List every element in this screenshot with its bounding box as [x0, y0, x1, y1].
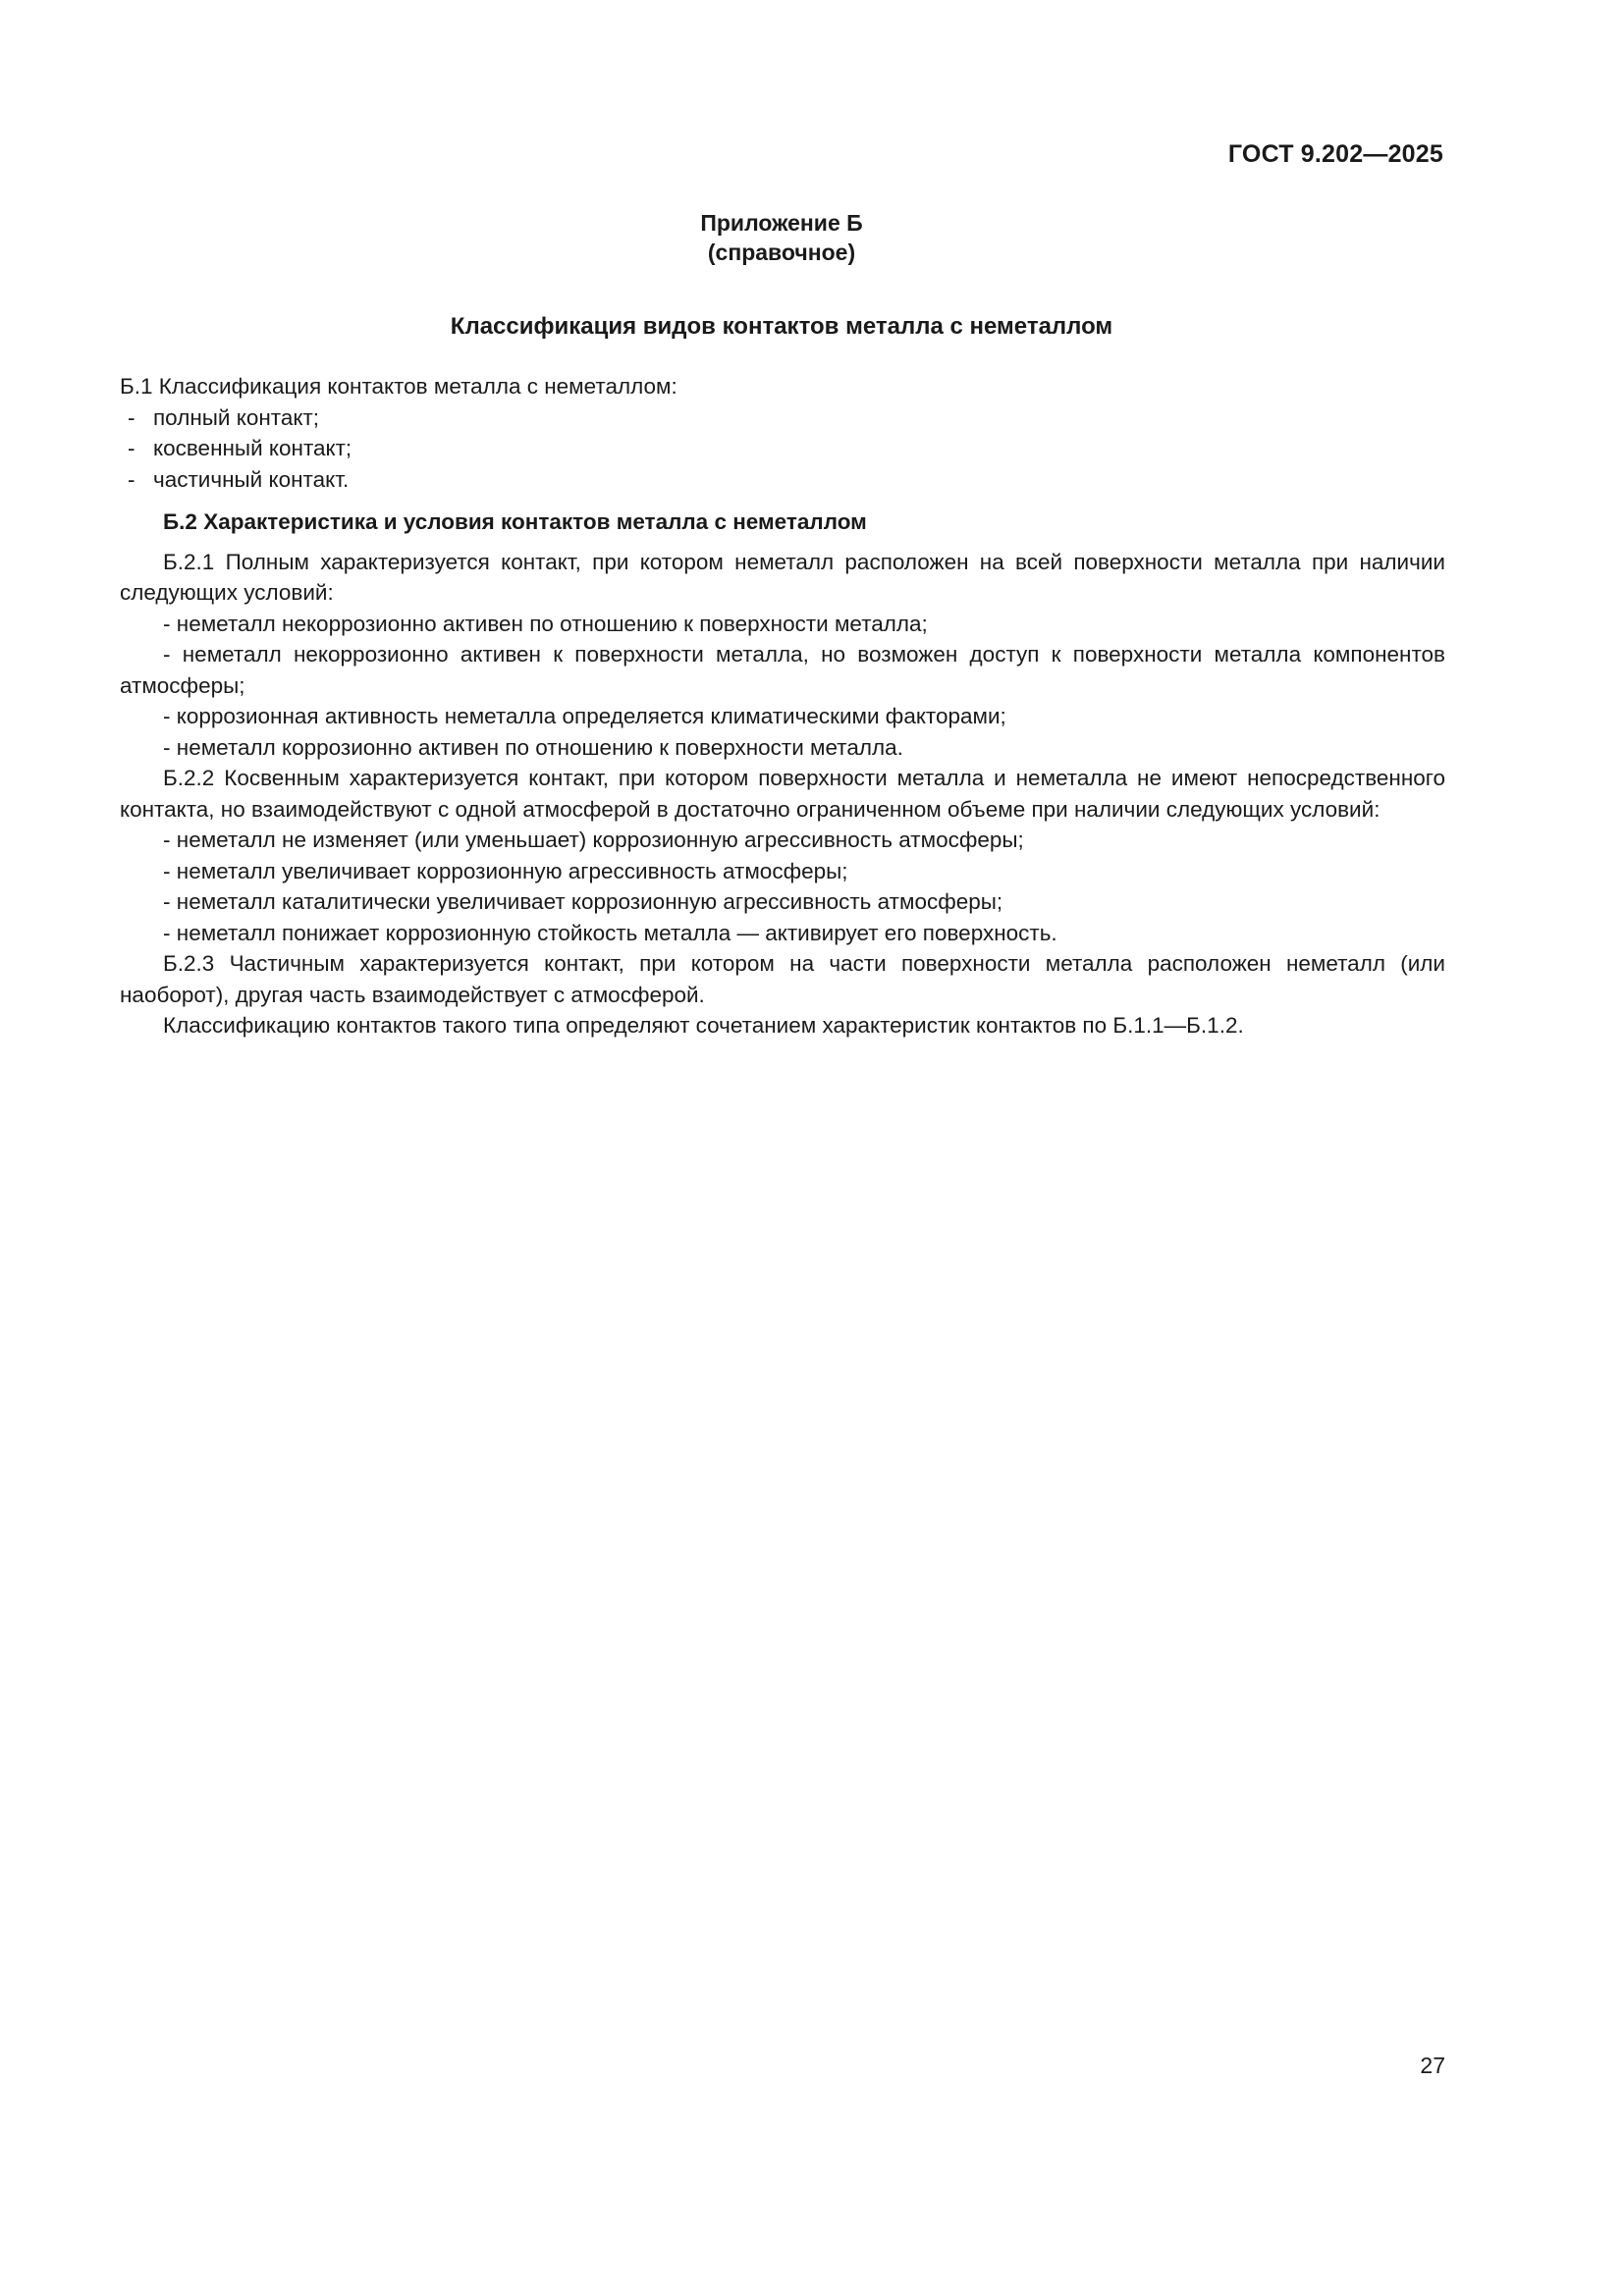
b2-heading: Б.2 Характеристика и условия контактов металла с неметаллом: [163, 509, 867, 534]
list-item-label: неметалл каталитически увеличивает коррозионную агрессивность атмосферы;: [176, 889, 1003, 914]
dash-marker-icon: -: [163, 858, 171, 883]
dash-marker-icon: -: [163, 642, 171, 667]
dash-marker-icon: -: [163, 734, 171, 760]
dash-marker-icon: -: [128, 436, 135, 460]
list-item-label: неметалл некоррозионно активен по отношению к поверхности металла;: [176, 611, 928, 636]
list-item: [128, 402, 1445, 434]
b1-list: [128, 402, 1445, 496]
list-item: [120, 732, 1445, 764]
dash-marker-icon: -: [128, 404, 135, 430]
b23-lead: Б.2.3 Частичным характеризуется контакт, при котором на части поверхности металла расположен неметалл (или наоборот), другая часть взаимодействует с атмосферой.: [120, 951, 1445, 1007]
list-item: [120, 825, 1445, 856]
list-item: [120, 856, 1445, 887]
annex-body: [120, 371, 1445, 1041]
list-item-label: неметалл понижает коррозионную стойкость металла — активирует его поверхность.: [176, 920, 1057, 945]
running-header: ГОСТ 9.202—2025: [1227, 140, 1443, 168]
annex-label: Приложение Б: [700, 210, 863, 236]
list-item: [120, 701, 1445, 732]
dash-marker-icon: -: [163, 920, 171, 945]
list-item: [120, 639, 1445, 701]
list-item-label: косвенный контакт;: [153, 436, 352, 460]
annex-title-block: [120, 208, 1443, 267]
list-item-label: частичный контакт.: [153, 466, 350, 492]
list-item: [128, 464, 1445, 496]
b21-lead: Б.2.1 Полным характеризуется контакт, при котором неметалл расположен на всей поверхности металла при наличии следующих условий:: [120, 549, 1445, 605]
b22-list: [120, 825, 1445, 948]
list-item: [120, 886, 1445, 918]
list-item-label: неметалл не изменяет (или уменьшает) коррозионную агрессивность атмосферы;: [176, 828, 1024, 852]
b1-lead: Б.1 Классификация контактов металла с неметаллом:: [120, 374, 677, 399]
dash-marker-icon: -: [163, 704, 171, 728]
b22-lead: Б.2.2 Косвенным характеризуется контакт, при котором поверхности металла и неметалла не имеют непосредственного контакта, но взаимодействуют с одной атмосферой в достаточно ограниченном объеме при наличии следующих условий:: [120, 766, 1445, 822]
list-item-label: коррозионная активность неметалла определяется климатическими факторами;: [176, 704, 1006, 728]
annex-heading: Классификация видов контактов металла с неметаллом: [450, 313, 1113, 340]
page-number: 27: [1420, 2053, 1445, 2078]
b21-list: [120, 609, 1445, 764]
list-item-label: неметалл увеличивает коррозионную агрессивность атмосферы;: [176, 858, 848, 883]
list-item: [120, 609, 1445, 640]
annex-kind: (справочное): [707, 240, 856, 265]
list-item: [120, 918, 1445, 949]
list-item-label: полный контакт;: [153, 404, 320, 430]
dash-marker-icon: -: [163, 889, 171, 914]
list-item-label: неметалл некоррозионно активен к поверхности металла, но возможен доступ к поверхности металла компонентов атмосферы;: [120, 642, 1445, 698]
dash-marker-icon: -: [128, 466, 135, 492]
list-item: [128, 433, 1445, 464]
dash-marker-icon: -: [163, 828, 171, 852]
b23-closing: Классификацию контактов такого типа определяют сочетанием характеристик контактов по Б.1.1—Б.1.2.: [163, 1013, 1244, 1038]
list-item-label: неметалл коррозионно активен по отношению к поверхности металла.: [176, 734, 903, 760]
dash-marker-icon: -: [163, 611, 171, 636]
